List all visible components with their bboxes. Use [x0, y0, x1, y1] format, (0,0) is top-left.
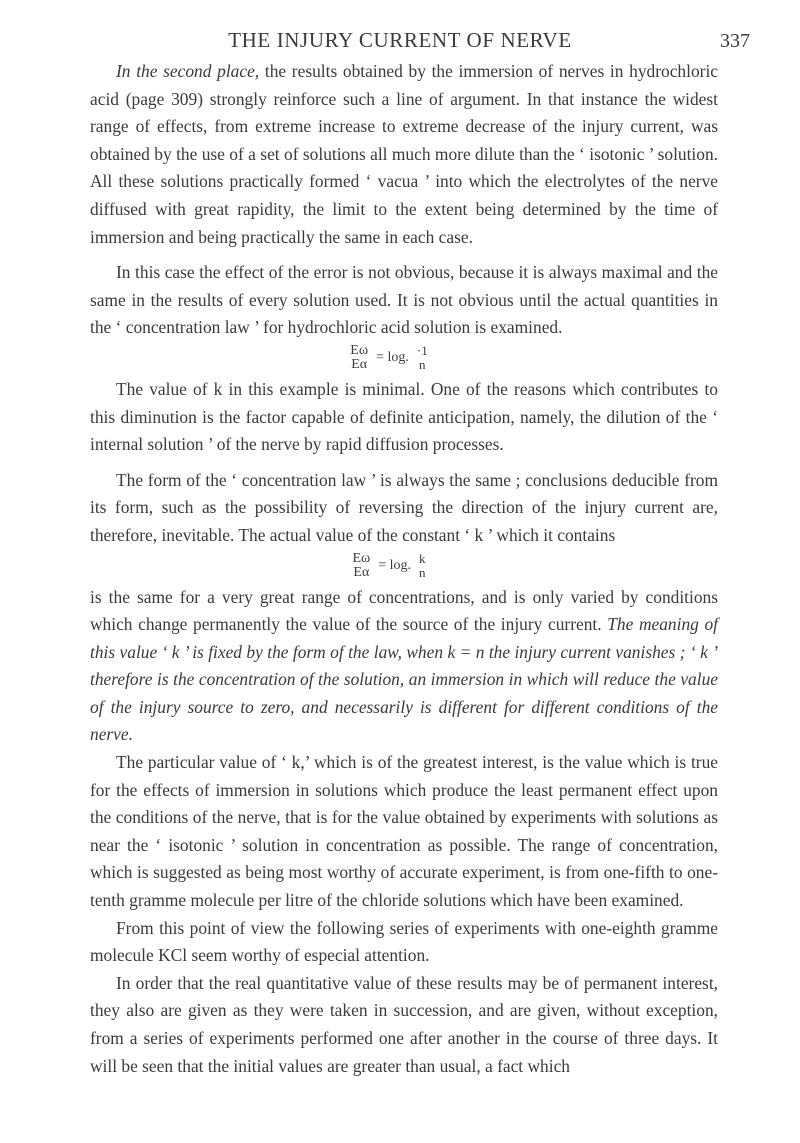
equation-1-lhs-denominator: Eα: [351, 356, 368, 372]
equation-1-rhs-numerator: ·1: [416, 342, 428, 358]
equation-2-lhs-denominator: Eα: [353, 564, 370, 580]
equation-2-lhs: [350, 552, 372, 580]
page-header: [0, 20, 800, 56]
running-title: THE INJURY CURRENT OF NERVE: [228, 28, 572, 52]
page-number: 337: [720, 30, 750, 52]
equation-1: [60, 344, 718, 372]
paragraph-1-lead: In the second place,: [116, 61, 260, 81]
equation-2: [60, 552, 718, 580]
equation-2-rhs: [417, 552, 428, 580]
equation-1-operator: = log.: [376, 350, 409, 366]
paragraph-6: The particular value of ‘ k,’ which is of the greatest interest, is the value which is true for the effects of immersion in solutions which produce the least permanent effect upon the conditions of the nerve, that is for the value obtained by experiments with solutions as near the ‘ isotonic ’ solution in concentration as possible. The range of concentration, which is suggested as being most worthy of accurate experiment, is from one-fifth to one-tenth gramme molecule per litre of the chloride solutions which have been examined.: [90, 752, 718, 911]
paragraph-5: [90, 584, 718, 750]
body-text: [90, 58, 718, 1080]
paragraph-8: In order that the real quantitative value of these results may be of permanent interest, they also are given as they were taken in succession, and are given, without exception, from a series of experiments performed one after another in the course of three days. It will be seen that the initial values are greater than usual, a fact which: [90, 972, 718, 1076]
equation-2-lhs-numerator: Eω: [352, 550, 371, 566]
equation-2-rhs-numerator: k: [419, 550, 426, 566]
paragraph-1: [90, 58, 718, 251]
equation-1-rhs: [415, 344, 430, 372]
paragraph-5-text: is the same for a very great range of concentrations, and is only varied by conditions which change permanently the value of the source of the injury current.: [90, 586, 718, 635]
equation-1-lhs-numerator: Eω: [350, 342, 369, 358]
equation-2-operator: = log.: [378, 557, 412, 573]
equation-2-rhs-denominator: n: [419, 564, 426, 580]
paragraph-2: In this case the effect of the error is not obvious, because it is always maximal and the same in the results of every solution used. It is not obvious until the actual quantities in the ‘ concentration law ’ for hydrochloric acid solution is examined.: [90, 262, 718, 338]
paragraph-5-italic: The meaning of this value ‘ k ’ is fixed by the form of the law, when k = n the injury current vanishes ; ‘ k ’ therefore is the concentration of the solution, an immersion in which will reduce the value of the injury source to zero, and necessarily is different for different conditions of the nerve.: [90, 614, 718, 745]
paragraph-7: From this point of view the following series of experiments with one-eighth gramme molecule KCl seem worthy of especial attention.: [90, 917, 718, 966]
equation-1-rhs-denominator: n: [419, 356, 426, 372]
equation-1-lhs: [348, 344, 370, 372]
paragraph-4: The form of the ‘ concentration law ’ is always the same ; conclusions deducible from its form, such as the possibility of reversing the direction of the injury current are, therefore, inevitable. The actual value of the constant ‘ k ’ which it contains: [90, 469, 718, 545]
paragraph-3: The value of k in this example is minimal. One of the reasons which contributes to this diminution is the factor capable of definite anticipation, namely, the dilution of the ‘ internal solution ’ of the nerve by rapid diffusion processes.: [90, 378, 718, 455]
paragraph-1-text: the results obtained by the immersion of nerves in hydrochloric acid (page 309) strongly reinforce such a line of argument. In that instance the widest range of effects, from extreme increase to extreme decrease of the injury current, was obtained by the use of a set of solutions all much more dilute than the ‘ isotonic ’ solution. All these solutions practically formed ‘ vacua ’ into which the electrolytes of the nerve diffused with great rapidity, the limit to the extent being determined by the time of immersion and being practically the same in each case.: [90, 61, 719, 247]
